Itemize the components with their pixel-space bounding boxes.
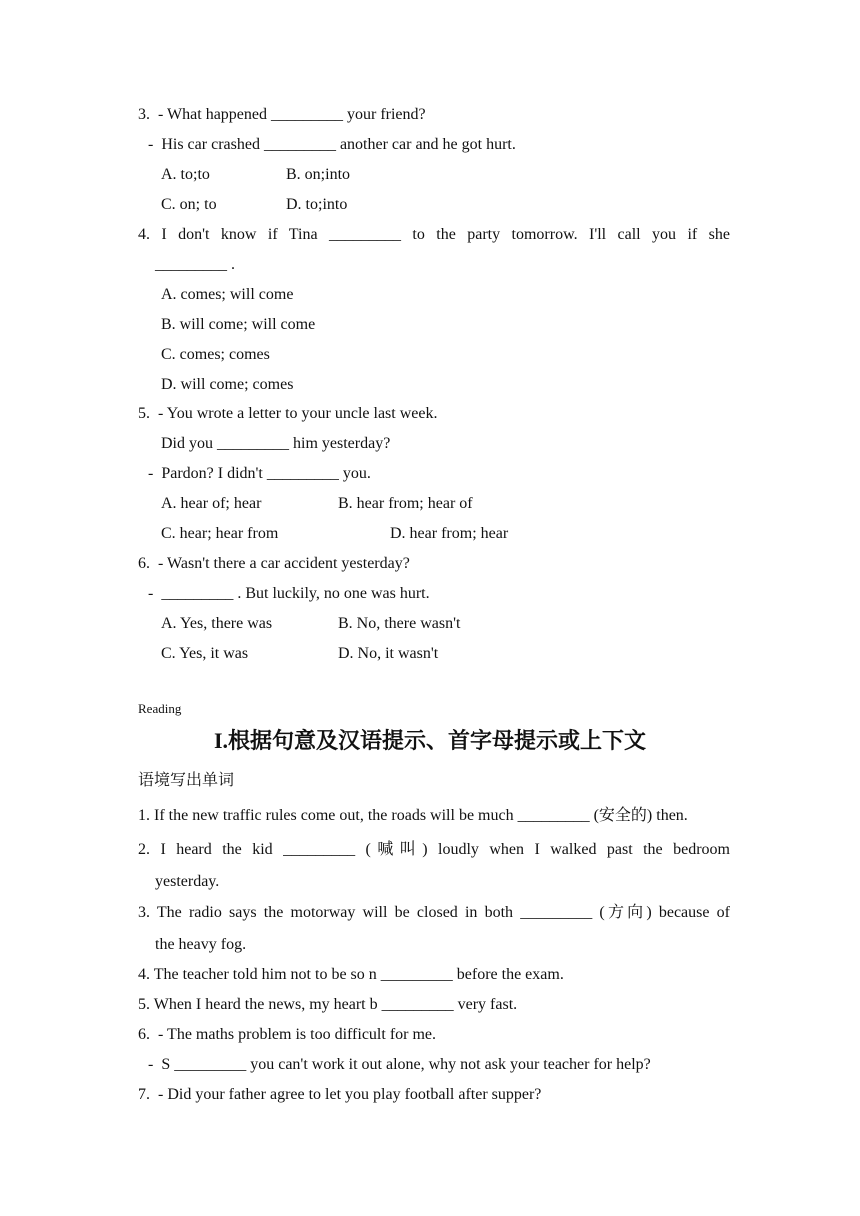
q6-option-a: A. Yes, there was <box>161 615 273 632</box>
q4-line1: 4. I don't know if Tina _________ to the party tomorrow. I'll call you if she <box>138 226 730 243</box>
section-subheading: 语境写出单词 <box>138 772 235 789</box>
item-3-line2: the heavy fog. <box>155 936 247 953</box>
item-1: 1. If the new traffic rules come out, the roads will be much _________ (安全的) then. <box>138 807 688 824</box>
q5-line1: 5. - You wrote a letter to your uncle last week. <box>138 405 438 422</box>
q5-option-b: B. hear from; hear of <box>338 495 473 512</box>
q3-option-a: A. to;to <box>161 166 210 183</box>
q4-option-b: B. will come; will come <box>161 316 316 333</box>
q4-option-c: C. comes; comes <box>161 346 270 363</box>
item-7: 7. - Did your father agree to let you play football after supper? <box>138 1086 542 1103</box>
q5-option-a: A. hear of; hear <box>161 495 262 512</box>
q5-option-c: C. hear; hear from <box>161 525 279 542</box>
section-heading: I.根据句意及汉语提示、首字母提示或上下文 <box>213 728 647 753</box>
q3-line1: 3. - What happened _________ your friend? <box>138 106 426 123</box>
q5-option-d: D. hear from; hear <box>390 525 509 542</box>
q3-option-b: B. on;into <box>286 166 351 183</box>
item-3-line1: 3. The radio says the motorway will be closed in both _________ (方向) because of <box>138 904 730 921</box>
q3-option-d: D. to;into <box>286 196 348 213</box>
item-2-line1: 2. I heard the kid _________ (喊叫) loudly when I walked past the bedroom <box>138 841 730 858</box>
section-label: Reading <box>138 701 182 716</box>
q6-line1: 6. - Wasn't there a car accident yesterday? <box>138 555 410 572</box>
item-6-line2: - S _________ you can't work it out alone, why not ask your teacher for help? <box>148 1056 651 1073</box>
q6-option-c: C. Yes, it was <box>161 645 249 662</box>
q5-line3: - Pardon? I didn't _________ you. <box>148 465 371 482</box>
item-4: 4. The teacher told him not to be so n _________ before the exam. <box>138 966 564 983</box>
q5-line2: Did you _________ him yesterday? <box>161 435 391 452</box>
item-2-line2: yesterday. <box>155 873 220 890</box>
item-6-line1: 6. - The maths problem is too difficult for me. <box>138 1026 437 1043</box>
q4-option-a: A. comes; will come <box>161 286 294 303</box>
q4-line2: _________ . <box>155 256 235 273</box>
q6-option-d: D. No, it wasn't <box>338 645 439 662</box>
item-5: 5. When I heard the news, my heart b _________ very fast. <box>138 996 518 1013</box>
q3-option-c: C. on; to <box>161 196 217 213</box>
q6-option-b: B. No, there wasn't <box>338 615 461 632</box>
q4-option-d: D. will come; comes <box>161 376 294 393</box>
q6-line2: - _________ . But luckily, no one was hurt. <box>148 585 430 602</box>
q3-line2: - His car crashed _________ another car and he got hurt. <box>148 136 516 153</box>
